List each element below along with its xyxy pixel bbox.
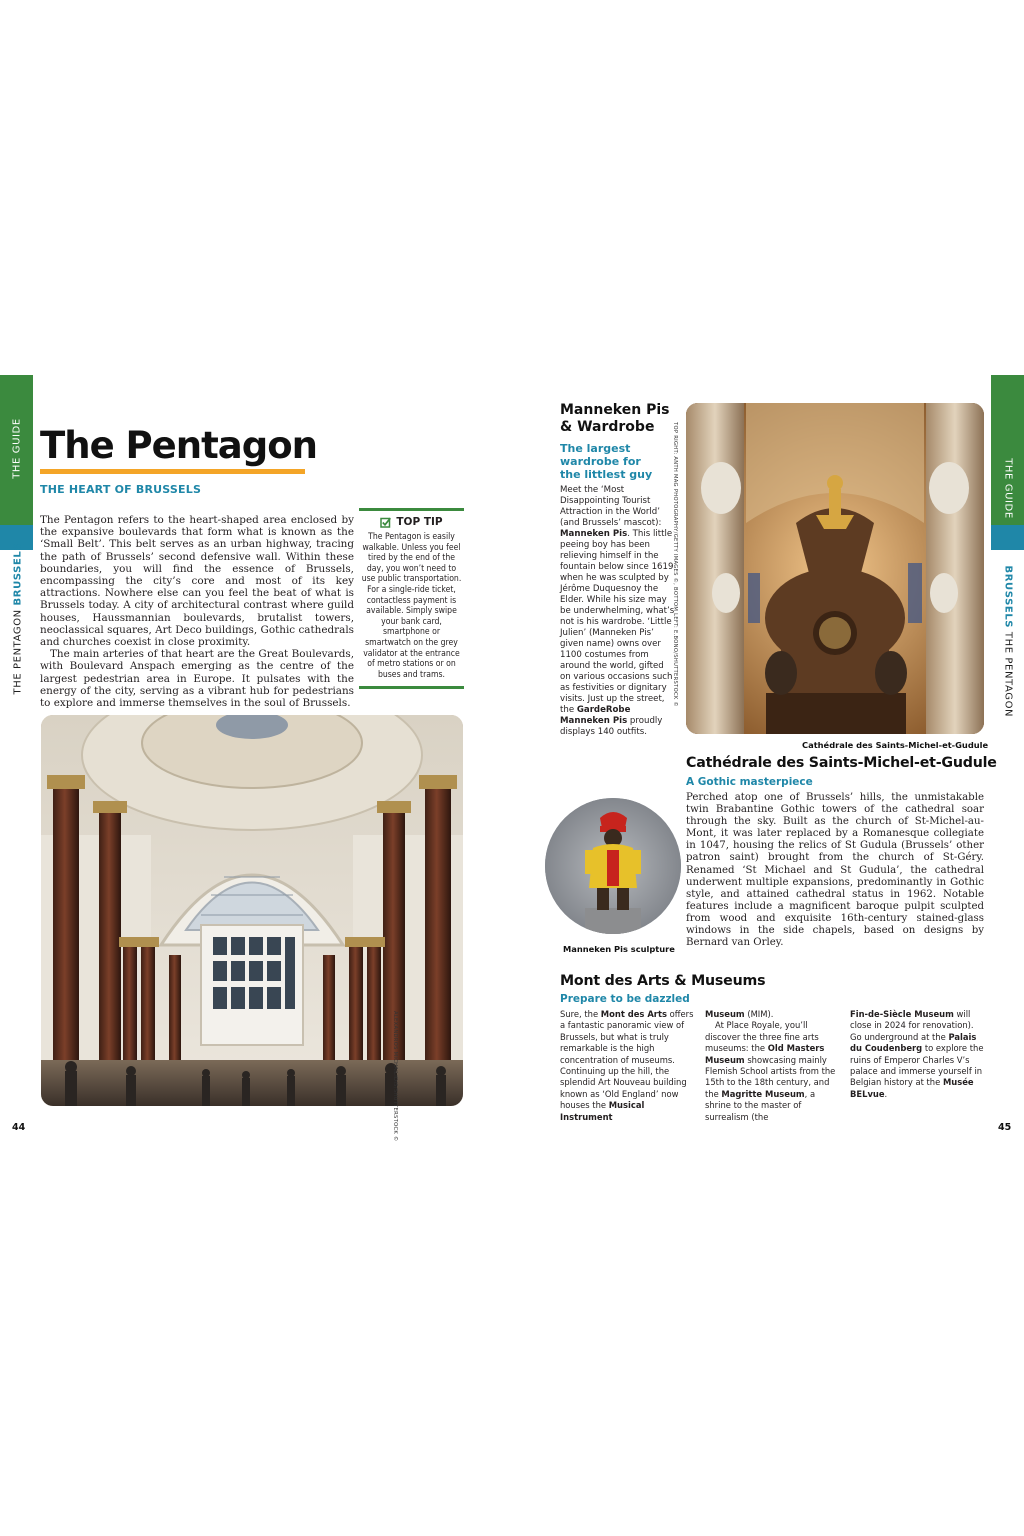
right-side-tab-section [1002,565,1014,718]
mda-c3-bold-e: Musée BELvue [850,1077,974,1099]
mont-des-arts-column-1 [560,1009,697,1123]
cathedral-paragraph: Perched atop one of Brussels’ hills, the unmistakable twin Brabantine Gothic towers of the cathedral soar through the sky. Built as the church of St-Michel-au-Mont, it was later replaced by a Romanesque collegiate in 1047, housing the relics of St Gudula (Brussels’ other patron saint) brought from the church of St-Géry. Renamed ‘St Michael and St Gudula’, the cathedral underwent multiple expansions, predominantly in Gothic style, and attained cathedral status in 1962. Notable features include a magnificent baroque pulpit sculpted from wood and exquisite 16th-century stained-glass windows in the side chapels, based on designs by Bernard van Orley. [686,792,984,949]
top-tip-text: The Pentagon is easily walkable. Unless you feel tired by the end of the day, you won’t need to use public transportation. For a single-ride ticket, contactless payment is available. Simply swipe your bank card, smartphone or smartwatch on the grey validator at the entrance of metro stations or on buses and trams. [361,532,462,680]
left-side-tab-section-plain: THE PENTAGON [12,609,24,695]
left-side-tab-guide-label: THE GUIDE [11,418,23,479]
mont-des-arts-subtitle: Prepare to be dazzled [560,993,690,1005]
mda-c2-bold-d: Old Masters Museum [705,1043,825,1065]
left-side-tab-section-bold: BRUSSELS [12,542,24,606]
manneken-statue-illustration [545,798,681,934]
check-square-icon [380,517,391,528]
bourse-photo [41,715,463,1106]
mont-des-arts-col2-paragraph-2 [705,1020,842,1123]
page-title: The Pentagon [40,424,318,467]
right-side-tab-accent [991,525,1024,550]
intro-paragraph-1: The Pentagon refers to the heart-shaped area enclosed by the expansive boulevards that form what is known as the ‘Small Belt’. This belt serves as an urban highway, tracing the path of Brussels’ second defensive wall. Within these boundaries, you will find the essence of Brussels, encompassing the city’s core and most of its key attractions. Nowhere else can you feel the beat of what is Brussels today. A city of architectural contrast where guild houses, Haussmannian boulevards, brutalist towers, neoclassical squares, Art Deco buildings, Gothic cathedrals and churches coexist in close proximity. [40,514,354,649]
mda-c1-bold-b: Mont des Arts [600,1009,667,1019]
manneken-paragraph [560,485,675,738]
mda-c2-bold-f: Magritte Museum [721,1088,805,1099]
manneken-title: Manneken Pis & Wardrobe [560,402,670,435]
cathedral-text [686,792,984,949]
top-tip-box [359,508,464,689]
manneken-text [560,485,675,738]
right-page-number: 45 [998,1122,1012,1133]
mda-c2-text-b: (MIM). [744,1009,774,1019]
bourse-interior-illustration [41,715,463,1106]
manneken-photo [545,798,681,934]
right-side-tab-guide [991,375,1024,525]
cathedral-pulpit-illustration [686,403,984,734]
manneken-text-bold-2: GardeRobe Manneken Pis [560,705,631,726]
cathedral-photo [686,403,984,734]
mont-des-arts-column-2 [705,1009,842,1123]
cathedral-subtitle: A Gothic masterpiece [686,776,813,788]
manneken-text-part-3: proudly displays 140 outfits. [560,716,663,737]
right-side-tab-section-plain: THE PENTAGON [1002,631,1014,718]
manneken-photo-caption: Manneken Pis sculpture [563,944,675,954]
mda-c3-bold-c: Palais du Coudenberg [850,1031,977,1054]
mont-des-arts-column-3 [850,1009,987,1100]
top-tip-heading [359,517,464,528]
manneken-text-part-1: Meet the ‘Most Disappointing Tourist Attraction in the World’ (and Brussels’ mascot): [560,485,662,528]
left-page-number: 44 [12,1122,26,1133]
intro-paragraph-2: The main arteries of that heart are the Great Boulevards, with Boulevard Anspach emerging as the centre of the largest pedestrian area in Europe. It pulsates with the energy of the city, serving as a vibrant hub for pedestrians to explore and immerse themselves in the soul of Brussels. [40,648,354,710]
mda-c2-text-e: showcasing mainly Flemish School artists from the 15th to the 18th century, and the [705,1054,836,1099]
bourse-photo-credit: ALEXANDROS MICHAILIDIS/SHUTTERSTOCK © [392,1011,398,1142]
mont-des-arts-col3-paragraph [850,1009,987,1100]
top-tip-heading-label: TOP TIP [396,516,443,529]
mda-c2-text-g: , a shrine to the master of surrealism (the [705,1088,816,1122]
mda-c3-text-b: will close in 2024 for renovation). Go underground at the [850,1009,974,1042]
right-side-tab-section-bold: BRUSSELS [1002,565,1014,629]
manneken-subtitle: The largest wardrobe for the littlest guy [560,442,653,481]
mont-des-arts-col1-paragraph [560,1009,697,1123]
right-side-tab-guide-label: THE GUIDE [1002,458,1014,519]
cathedral-title: Cathédrale des Saints-Michel-et-Gudule [686,755,997,771]
intro-text [40,514,354,709]
page-subtitle: THE HEART OF BRUSSELS [40,483,202,496]
manneken-text-part-2: . This little peeing boy has been relieving himself in the fountain below since 1619 when he was sculpted by Jérôme Duquesnoy the Elder. While his size may be underwhelming, what’s not is his wardrobe. ‘Little Julien’ (Manneken Pis’ given name) owns over 1100 costumes from around the world, gifted on various occasions such as festivities or dignitary visits. Just up the street, the [560,529,675,715]
mont-des-arts-col2-paragraph-1 [705,1009,842,1020]
mda-c2-bold-a: Museum [705,1009,745,1019]
mda-c3-bold-a: Fin-de-Siècle Museum [850,1009,954,1019]
mda-c3-text-d: to explore the ruins of Emperor Charles V’s palace and immerse yourself in Belgian history at the [850,1043,984,1088]
mda-c3-text-f: . [884,1088,888,1099]
title-underline [40,469,305,474]
right-photo-credit: TOP RIGHT: ANTH MAG PHOTOGRAPHY/GETTY IMAGES ©, BOTTOM LEFT: E.BONO/SHUTTERSTOCK © [672,422,678,708]
right-page [512,0,1024,1536]
mda-c1-text-c: offers a fantastic panoramic view of Brussels, but what is truly remarkable is the high concentration of museums. Continuing up the hill, the splendid Art Nouveau building known as ‘Old England’ now houses the [560,1009,694,1111]
left-side-tab-section [12,542,24,695]
mont-des-arts-title: Mont des Arts & Museums [560,973,766,989]
manneken-text-bold-1: Manneken Pis [560,529,628,539]
mda-c2-text-c: At Place Royale, you’ll discover the three fine arts museums: the [705,1020,819,1054]
left-side-tab-guide [0,375,33,525]
mda-c1-bold-d: Musical Instrument [560,1100,645,1122]
cathedral-photo-caption: Cathédrale des Saints-Michel-et-Gudule [802,740,989,750]
mda-c1-text-a: Sure, the [560,1009,601,1019]
